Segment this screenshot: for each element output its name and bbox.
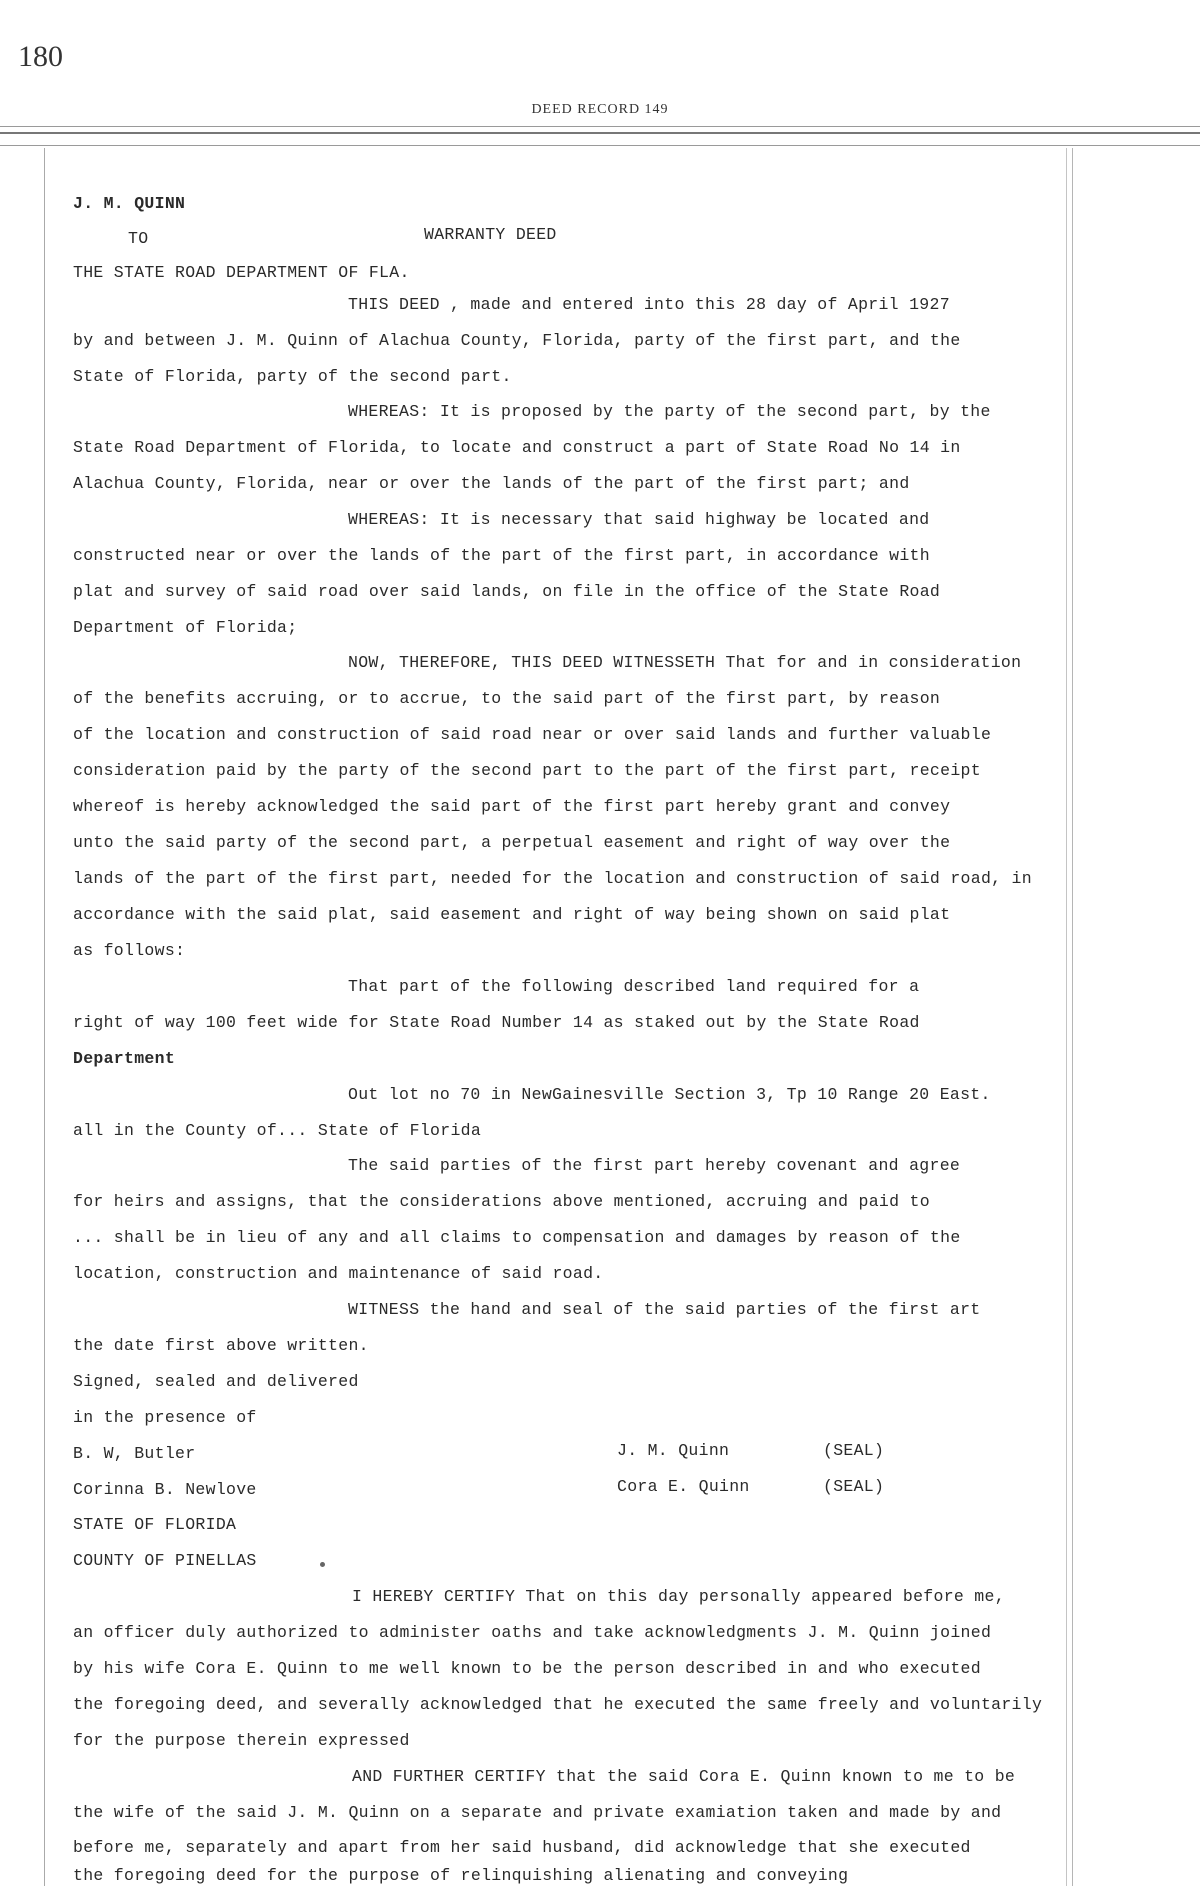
grantor-name: J. M. QUINN xyxy=(73,194,186,213)
to-label: TO xyxy=(128,229,149,248)
acknowledgment-line: I HEREBY CERTIFY That on this day personally appeared before me, xyxy=(352,1587,1005,1606)
seal-label: (SEAL) xyxy=(823,1477,885,1496)
margin-line-left xyxy=(44,148,45,1886)
deed-line: as follows: xyxy=(73,941,186,960)
county-label: COUNTY OF PINELLAS xyxy=(73,1551,257,1570)
deed-line: Signed, sealed and delivered xyxy=(73,1372,359,1391)
acknowledgment-line: AND FURTHER CERTIFY that the said Cora E. Quinn known to me to be xyxy=(352,1767,1016,1786)
signer-name: Cora E. Quinn xyxy=(617,1477,750,1496)
witness-name: Corinna B. Newlove xyxy=(73,1480,257,1499)
deed-line: Department of Florida; xyxy=(73,618,298,637)
deed-line: in the presence of xyxy=(73,1408,257,1427)
deed-line: all in the County of... State of Florida xyxy=(73,1121,482,1140)
deed-line: plat and survey of said road over said lands, on file in the office of the State Road xyxy=(73,582,941,601)
deed-line: State Road Department of Florida, to locate and construct a part of State Road No 14 in xyxy=(73,438,961,457)
deed-line: for heirs and assigns, that the considerations above mentioned, accruing and paid to xyxy=(73,1192,930,1211)
deed-line: That part of the following described land required for a xyxy=(348,977,920,996)
deed-line: consideration paid by the party of the second part to the part of the first part, receipt xyxy=(73,761,981,780)
state-label: STATE OF FLORIDA xyxy=(73,1515,237,1534)
deed-line: of the location and construction of said road near or over said lands and further valuable xyxy=(73,725,992,744)
seal-label: (SEAL) xyxy=(823,1441,885,1460)
acknowledgment-line: the wife of the said J. M. Quinn on a separate and private examiation taken and made by and xyxy=(73,1803,1002,1822)
deed-line: Alachua County, Florida, near or over the lands of the part of the first part; and xyxy=(73,474,910,493)
grantee-name: THE STATE ROAD DEPARTMENT OF FLA. xyxy=(73,263,410,282)
deed-type: WARRANTY DEED xyxy=(424,225,557,244)
deed-line: constructed near or over the lands of the part of the first part, in accordance with xyxy=(73,546,930,565)
acknowledgment-line: by his wife Cora E. Quinn to me well known to be the person described in and who executed xyxy=(73,1659,981,1678)
deed-line: right of way 100 feet wide for State Road Number 14 as staked out by the State Road xyxy=(73,1013,920,1032)
acknowledgment-line: the foregoing deed, and severally acknowledged that he executed the same freely and voluntarily xyxy=(73,1695,1043,1714)
margin-line-right-inner xyxy=(1066,148,1067,1886)
acknowledgment-line: the foregoing deed for the purpose of relinquishing alienating and conveying xyxy=(73,1866,849,1885)
header-rule-bottom xyxy=(0,145,1200,146)
deed-line: whereof is hereby acknowledged the said part of the first part hereby grant and convey xyxy=(73,797,951,816)
deed-line: WHEREAS: It is necessary that said highway be located and xyxy=(348,510,930,529)
deed-line: Department xyxy=(73,1049,176,1068)
deed-line: lands of the part of the first part, needed for the location and construction of said road, in xyxy=(73,869,1032,888)
deed-line: the date first above written. xyxy=(73,1336,369,1355)
witness-name: B. W, Butler xyxy=(73,1444,196,1463)
deed-line: WHEREAS: It is proposed by the party of the second part, by the xyxy=(348,402,991,421)
header-rule-top xyxy=(0,126,1200,127)
deed-line: location, construction and maintenance of said road. xyxy=(73,1264,604,1283)
deed-line: Out lot no 70 in NewGainesville Section 3, Tp 10 Range 20 East. xyxy=(348,1085,991,1104)
page-number: 180 xyxy=(18,40,63,73)
deed-line: The said parties of the first part hereby covenant and agree xyxy=(348,1156,961,1175)
acknowledgment-line: for the purpose therein expressed xyxy=(73,1731,410,1750)
signer-name: J. M. Quinn xyxy=(617,1441,730,1460)
ink-dot xyxy=(320,1562,325,1567)
deed-line: by and between J. M. Quinn of Alachua County, Florida, party of the first part, and the xyxy=(73,331,961,350)
deed-line: of the benefits accruing, or to accrue, to the said part of the first part, by reason xyxy=(73,689,941,708)
deed-line: State of Florida, party of the second part. xyxy=(73,367,512,386)
acknowledgment-line: before me, separately and apart from her said husband, did acknowledge that she executed xyxy=(73,1838,971,1857)
deed-line: ... shall be in lieu of any and all claims to compensation and damages by reason of the xyxy=(73,1228,961,1247)
acknowledgment-line: an officer duly authorized to administer oaths and take acknowledgments J. M. Quinn joined xyxy=(73,1623,992,1642)
deed-line: unto the said party of the second part, a perpetual easement and right of way over the xyxy=(73,833,951,852)
margin-line-right-outer xyxy=(1072,148,1073,1886)
deed-line: NOW, THEREFORE, THIS DEED WITNESSETH That for and in consideration xyxy=(348,653,1022,672)
deed-line: WITNESS the hand and seal of the said parties of the first art xyxy=(348,1300,981,1319)
record-title: DEED RECORD 149 xyxy=(531,102,669,117)
deed-line: accordance with the said plat, said easement and right of way being shown on said plat xyxy=(73,905,951,924)
header-rule-middle xyxy=(0,132,1200,134)
deed-line: THIS DEED , made and entered into this 28 day of April 1927 xyxy=(348,295,950,314)
